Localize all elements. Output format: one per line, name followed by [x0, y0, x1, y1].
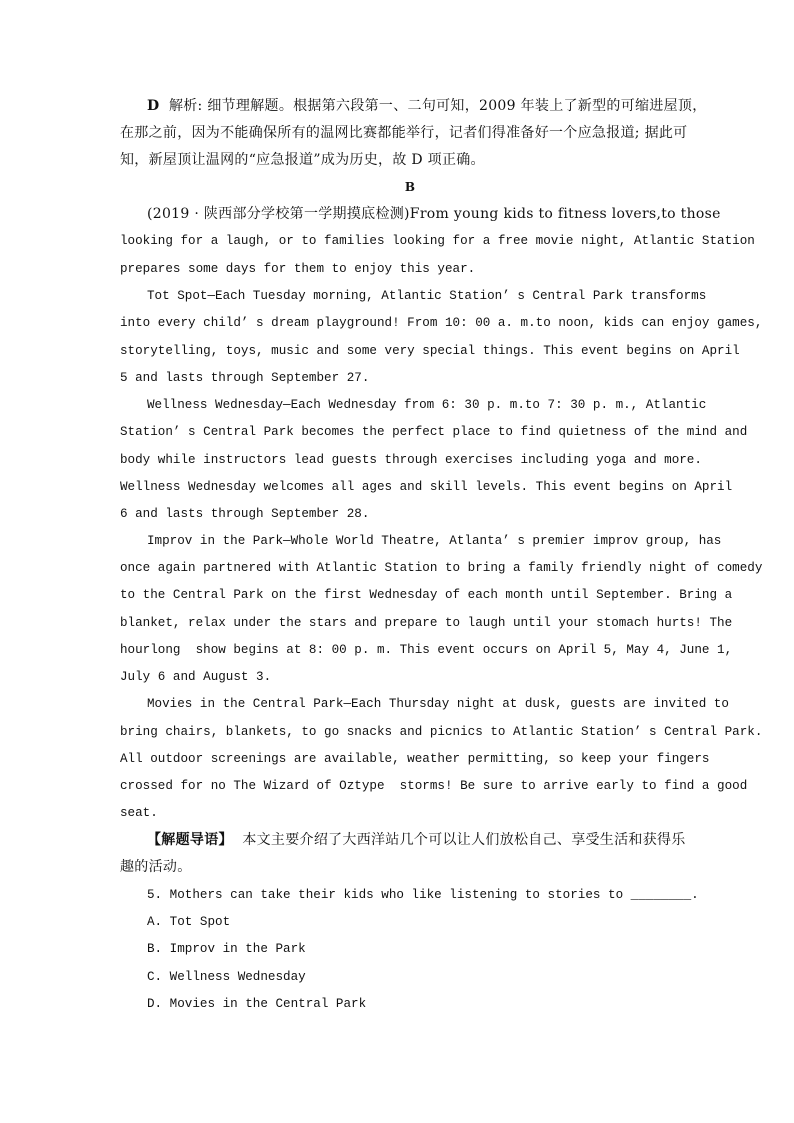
passage-line: Wellness Wednesday welcomes all ages and skill levels. This event begins on April: [120, 480, 733, 494]
passage-line: to the Central Park on the first Wednesday of each month until September. Bring a: [120, 588, 733, 602]
option-a: A. Tot Spot: [147, 915, 231, 929]
answer-marker: D: [147, 98, 160, 114]
answer-explanation-text: 解析: 细节理解题。根据第六段第一、二句可知，2009 年装上了新型的可缩进屋顶，: [159, 98, 707, 114]
passage-line: Tot Spot—Each Tuesday morning, Atlantic Station’ s Central Park transforms: [147, 289, 707, 303]
passage-line: storytelling, toys, music and some very special things. This event begins on April: [120, 344, 740, 358]
passage-line: Improv in the Park—Whole World Theatre, Atlanta’ s premier improv group, has: [147, 534, 722, 548]
passage-line: into every child’ s dream playground! From 10: 00 a. m.to noon, kids can enjoy games,: [120, 316, 763, 330]
passage-line: Station’ s Central Park becomes the perfect place to find quietness of the mind and: [120, 425, 748, 439]
answer-explanation-line-1: [147, 96, 707, 116]
passage-line: seat.: [120, 806, 158, 820]
passage-line: Wellness Wednesday—Each Wednesday from 6: 30 p. m.to 7: 30 p. m., Atlantic: [147, 398, 707, 412]
passage-line: hourlong show begins at 8: 00 p. m. This event occurs on April 5, May 4, June 1,: [120, 643, 733, 657]
passage-line: All outdoor screenings are available, weather permitting, so keep your fingers: [120, 752, 710, 766]
option-c: C. Wellness Wednesday: [147, 970, 306, 984]
passage-line: blanket, relax under the stars and prepare to laugh until your stomach hurts! The: [120, 616, 733, 630]
passage-line: (2019 · 陕西部分学校第一学期摸底检测)From young kids to fitness lovers,to those: [147, 206, 721, 222]
passage-line: looking for a laugh, or to families looking for a free movie night, Atlantic Station: [120, 234, 755, 248]
answer-explanation-line-3: 知，新屋顶让温网的“应急报道”成为历史，故 D 项正确。: [120, 152, 485, 168]
answer-explanation-line-2: 在那之前，因为不能确保所有的温网比赛都能举行，记者们得准备好一个应急报道; 据此可: [120, 125, 688, 141]
question-stem: 5. Mothers can take their kids who like listening to stories to ________.: [147, 888, 699, 902]
passage-line: Movies in the Central Park—Each Thursday night at dusk, guests are invited to: [147, 697, 729, 711]
guide-line-2: 趣的活动。: [120, 859, 192, 875]
passage-line: prepares some days for them to enjoy this year.: [120, 262, 476, 276]
option-b: B. Improv in the Park: [147, 942, 306, 956]
guide-text: 本文主要介绍了大西洋站几个可以让人们放松自己、享受生活和获得乐: [232, 832, 686, 848]
passage-line: 5 and lasts through September 27.: [120, 371, 370, 385]
passage-line: July 6 and August 3.: [120, 670, 272, 684]
passage-line: 6 and lasts through September 28.: [120, 507, 370, 521]
guide-label: 【解题导语】: [147, 832, 233, 848]
passage-line: crossed for no The Wizard of Oztype storms! Be sure to arrive early to find a good: [120, 779, 748, 793]
passage-line: bring chairs, blankets, to go snacks and picnics to Atlantic Station’ s Central Park.: [120, 725, 763, 739]
guide-line-1: [147, 830, 686, 850]
passage-line: body while instructors lead guests through exercises including yoga and more.: [120, 453, 702, 467]
section-letter: B: [404, 180, 416, 194]
passage-line: once again partnered with Atlantic Station to bring a family friendly night of comedy: [120, 561, 763, 575]
option-d: D. Movies in the Central Park: [147, 997, 367, 1011]
